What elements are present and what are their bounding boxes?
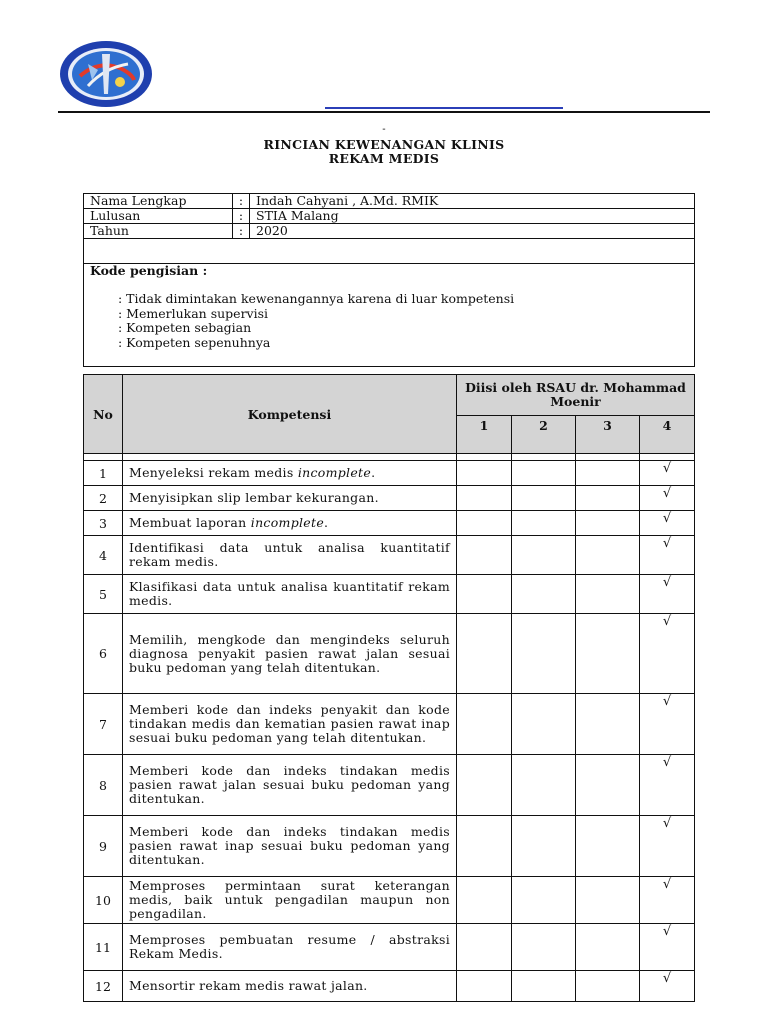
competency-text (123, 511, 457, 536)
empty-mark-cell (512, 877, 576, 924)
competency-text (123, 575, 457, 614)
empty-mark-cell (576, 461, 640, 486)
table-row (84, 924, 695, 971)
identity-row (84, 224, 695, 239)
competency-text-main: Memberi kode dan indeks penyakit dan kode tindakan medis dan kematian pasien rawat inap sesuai buku pedoman yang telah ditentukan. (129, 702, 450, 745)
empty-mark-cell (512, 694, 576, 755)
empty-mark-cell (512, 971, 576, 1002)
empty-mark-cell (576, 877, 640, 924)
table-row (84, 755, 695, 816)
empty-mark-cell (512, 755, 576, 816)
empty-mark-cell (576, 924, 640, 971)
kode-title: Kode pengisian : (90, 263, 208, 278)
level-header: 4 (640, 416, 695, 454)
competency-text-main: Memberi kode dan indeks tindakan medis pasien rawat jalan sesuai buku pedoman yang ditentukan. (129, 763, 450, 806)
table-row (84, 536, 695, 575)
empty-mark-cell (457, 575, 512, 614)
empty-mark-cell (576, 486, 640, 511)
identity-row (84, 194, 695, 209)
competency-text (123, 536, 457, 575)
competency-text-main: Memilih, mengkode dan mengindeks seluruh diagnosa penyakit pasien rawat jalan sesuai buku pedoman yang telah ditentukan. (129, 631, 450, 675)
empty-mark-cell (512, 461, 576, 486)
checkmark-cell: √ (640, 575, 695, 614)
competency-text-italic: incomplete (297, 465, 372, 480)
empty-mark-cell (457, 614, 512, 694)
competency-text-main: Menyisipkan slip lembar kekurangan. (129, 490, 379, 505)
row-number: 9 (84, 816, 123, 877)
page-subtitle: REKAM MEDIS (328, 151, 440, 166)
level-header: 3 (576, 416, 640, 454)
competency-text (123, 971, 457, 1002)
checkmark-cell: √ (640, 536, 695, 575)
checkmark-cell: √ (640, 755, 695, 816)
kode-list (90, 292, 688, 350)
competency-text-main: Memproses pembuatan resume / abstraksi Rekam Medis. (129, 932, 450, 961)
competency-text-italic: incomplete (250, 515, 325, 530)
empty-mark-cell (512, 924, 576, 971)
competency-text-main: Membuat laporan (129, 515, 251, 530)
empty-mark-cell (457, 536, 512, 575)
row-number: 3 (84, 511, 123, 536)
row-number: 4 (84, 536, 123, 575)
checkmark-cell: √ (640, 877, 695, 924)
competency-text (123, 755, 457, 816)
competency-text (123, 694, 457, 755)
table-row (84, 575, 695, 614)
row-number: 2 (84, 486, 123, 511)
empty-mark-cell (457, 694, 512, 755)
empty-mark-cell (457, 971, 512, 1002)
table-row (84, 694, 695, 755)
empty-mark-cell (512, 536, 576, 575)
identity-label: Lulusan (84, 209, 233, 224)
checkmark-cell: √ (640, 511, 695, 536)
table-row (84, 816, 695, 877)
empty-mark-cell (512, 511, 576, 536)
empty-mark-cell (457, 877, 512, 924)
empty-mark-cell (457, 755, 512, 816)
identity-colon: : (233, 209, 250, 224)
kode-item: : Memerlukan supervisi (118, 305, 269, 321)
blank-row (84, 239, 695, 264)
empty-mark-cell (457, 511, 512, 536)
checkmark-cell: √ (640, 924, 695, 971)
identity-colon: : (233, 224, 250, 239)
competency-text-main: Identifikasi data untuk analisa kuantitatif rekam medis. (129, 540, 450, 569)
spacer-row (84, 454, 695, 461)
row-number: 10 (84, 877, 123, 924)
checkmark-cell: √ (640, 461, 695, 486)
empty-mark-cell (576, 511, 640, 536)
competency-text-main: Memberi kode dan indeks tindakan medis pasien rawat inap sesuai buku pedoman yang ditentukan. (129, 824, 450, 867)
competency-text-suffix: . (371, 465, 376, 480)
kode-row (84, 264, 695, 367)
kode-item: : Tidak dimintakan kewenangannya karena di luar kompetensi (118, 291, 515, 306)
competency-text-main: Memproses permintaan surat keterangan medis, baik untuk pengadilan maupun non pengadilan. (129, 878, 450, 921)
level-header: 2 (512, 416, 576, 454)
empty-mark-cell (576, 575, 640, 614)
kode-item: : Kompeten sebagian (118, 320, 252, 335)
identity-value: STIA Malang (250, 209, 695, 224)
col-kompetensi-header: Kompetensi (123, 375, 457, 454)
table-row (84, 461, 695, 486)
competency-text-main: Klasifikasi data untuk analisa kuantitatif rekam medis. (129, 579, 450, 608)
level-header: 1 (457, 416, 512, 454)
row-number: 11 (84, 924, 123, 971)
identity-table (83, 193, 695, 367)
empty-mark-cell (576, 536, 640, 575)
rsau-logo (58, 40, 154, 108)
col-group-header: Diisi oleh RSAU dr. Mohammad Moenir (457, 375, 695, 416)
row-number: 12 (84, 971, 123, 1002)
empty-mark-cell (576, 816, 640, 877)
row-number: 6 (84, 614, 123, 694)
checkmark-cell: √ (640, 971, 695, 1002)
table-row (84, 511, 695, 536)
competency-text (123, 816, 457, 877)
empty-mark-cell (576, 755, 640, 816)
empty-mark-cell (457, 924, 512, 971)
identity-row (84, 209, 695, 224)
empty-mark-cell (512, 614, 576, 694)
header-divider (58, 111, 710, 113)
identity-label: Nama Lengkap (84, 194, 233, 209)
empty-mark-cell (457, 816, 512, 877)
table-row (84, 971, 695, 1002)
table-row (84, 614, 695, 694)
page-title: RINCIAN KEWENANGAN KLINIS (263, 137, 505, 152)
empty-mark-cell (512, 486, 576, 511)
competency-text (123, 486, 457, 511)
table-header-row (84, 375, 695, 416)
kode-legend (84, 264, 695, 367)
col-no-header: No (84, 375, 123, 454)
header-accent-line (325, 107, 563, 109)
checkmark-cell: √ (640, 486, 695, 511)
competency-text (123, 877, 457, 924)
empty-mark-cell (576, 694, 640, 755)
checkmark-cell: √ (640, 694, 695, 755)
empty-mark-cell (457, 486, 512, 511)
checkmark-cell: √ (640, 816, 695, 877)
row-number: 8 (84, 755, 123, 816)
row-number: 5 (84, 575, 123, 614)
empty-mark-cell (576, 614, 640, 694)
competency-text-main: Menyeleksi rekam medis (129, 465, 298, 480)
identity-value: 2020 (250, 224, 695, 239)
header-dash: - (382, 124, 386, 135)
competency-text-suffix: . (324, 515, 329, 530)
competency-table (83, 374, 695, 1002)
table-row (84, 486, 695, 511)
empty-mark-cell (457, 461, 512, 486)
competency-text (123, 461, 457, 486)
row-number: 1 (84, 461, 123, 486)
empty-mark-cell (576, 971, 640, 1002)
empty-mark-cell (512, 575, 576, 614)
competency-text (123, 924, 457, 971)
kode-item: : Kompeten sepenuhnya (118, 334, 271, 350)
identity-value: Indah Cahyani , A.Md. RMIK (250, 194, 695, 209)
competency-text-main: Mensortir rekam medis rawat jalan. (129, 978, 368, 993)
identity-label: Tahun (84, 224, 233, 239)
empty-mark-cell (512, 816, 576, 877)
row-number: 7 (84, 694, 123, 755)
table-row (84, 877, 695, 924)
checkmark-cell: √ (640, 614, 695, 694)
competency-text (123, 614, 457, 694)
identity-colon: : (233, 194, 250, 209)
